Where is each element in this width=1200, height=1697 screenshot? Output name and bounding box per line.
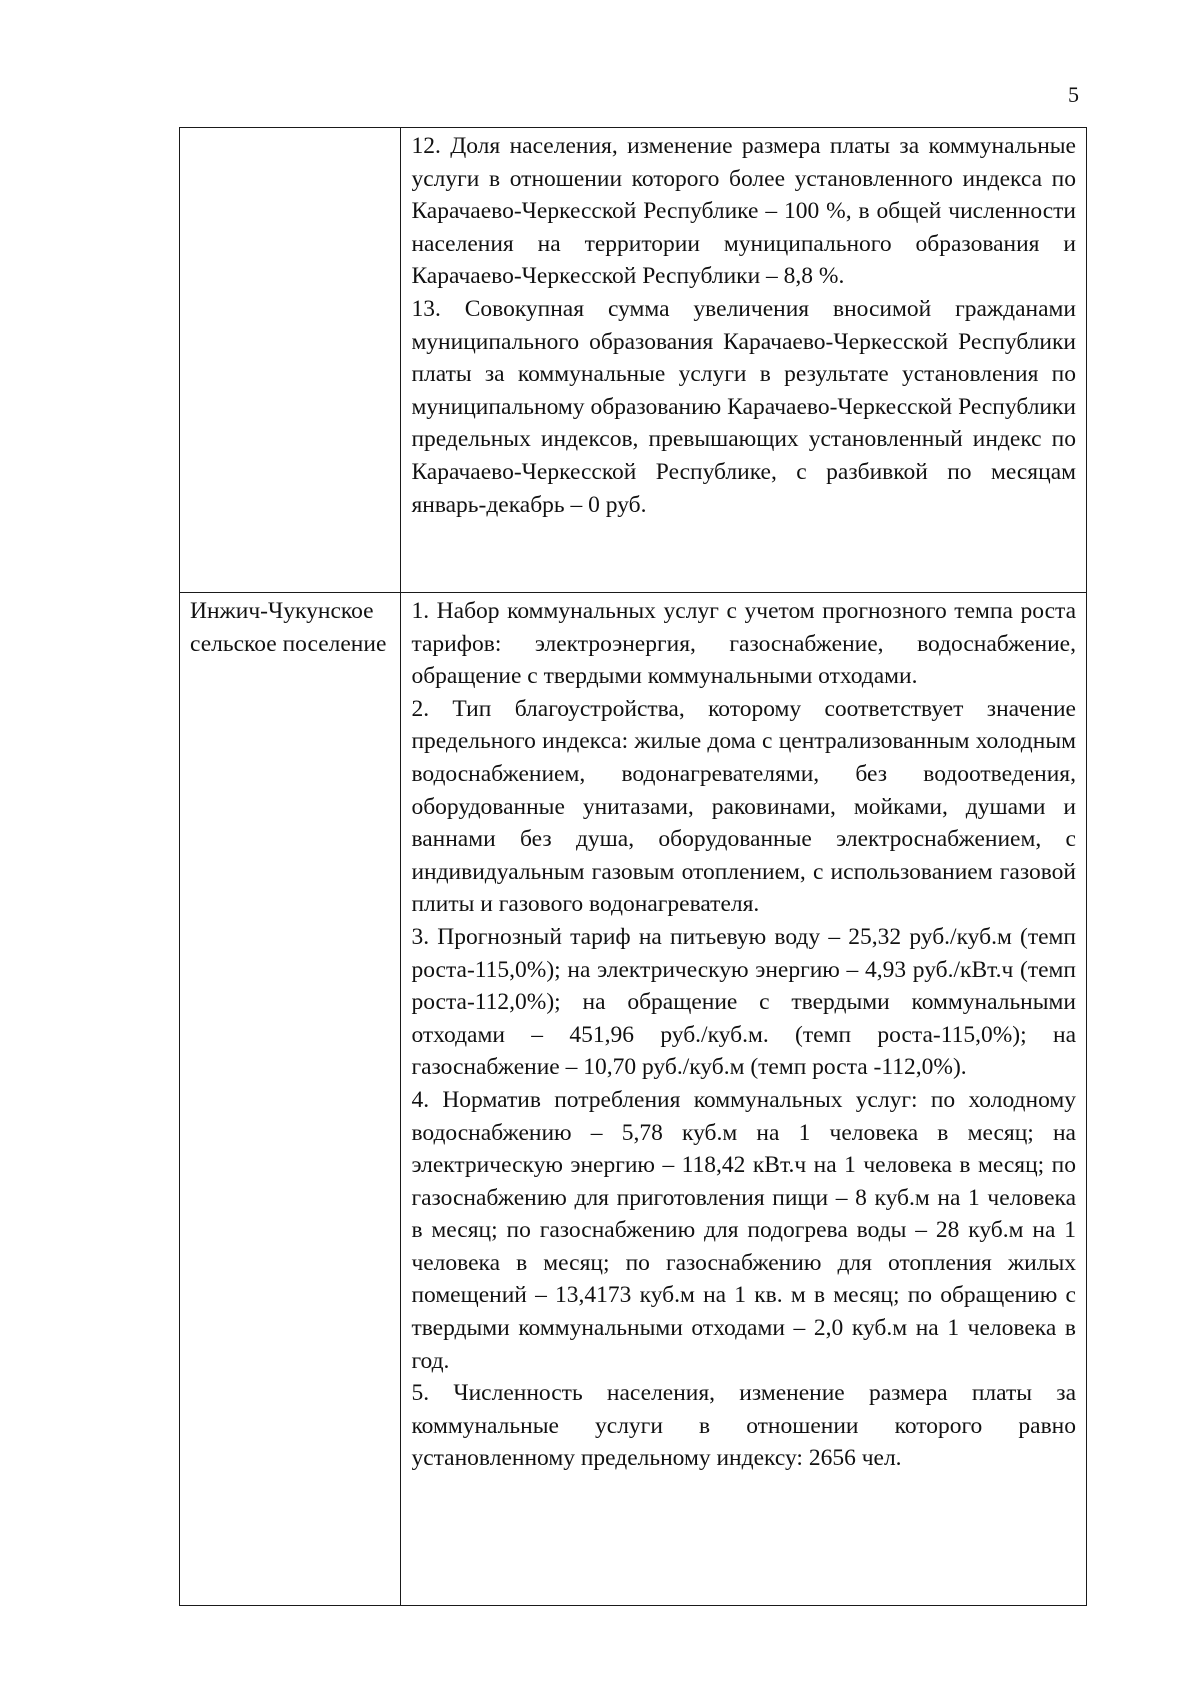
municipality-cell	[180, 128, 401, 593]
indicator-item-1: 1. Набор коммунальных услуг с учетом прогнозного темпа роста тарифов: электроэнергия, газоснабжение, водоснабжение, обращение с твердыми коммунальными отходами.	[411, 598, 1076, 690]
table-row	[180, 593, 1087, 1606]
table-row	[180, 128, 1087, 593]
indicator-item-5: 5. Численность населения, изменение размера платы за коммунальные услуги в отношении которого равно установленному предельному индексу: 2656 чел.	[411, 1380, 1076, 1472]
indicator-item-13: 13. Совокупная сумма увеличения вносимой гражданами муниципального образования Карачаево-Черкесской Республики платы за коммунальные услуги в результате установления по муниципальному образованию Карачаево-Черкесской Республики предельных индексов, превышающих установленный индекс по Карачаево-Черкесской Республике, с разбивкой по месяцам январь-декабрь – 0 руб.	[411, 295, 1076, 518]
page-number: 5	[1068, 82, 1079, 107]
indicator-item-12: 12. Доля населения, изменение размера платы за коммунальные услуги в отношении которого более установленного индекса по Карачаево-Черкесской Республике – 100 %, в общей численности населения на территории муниципального образования и Карачаево-Черкесской Республики – 8,8 %.	[411, 133, 1076, 290]
indicators-cell	[401, 593, 1087, 1606]
indices-table	[179, 127, 1087, 1606]
indicator-item-2: 2. Тип благоустройства, которому соответствует значение предельного индекса: жилые дома с централизованным холодным водоснабжением, водонагревателями, без водоотведения, оборудованные унитазами, раковинами, мойками, душами и ваннами без душа, оборудованные электроснабжением, с индивидуальным газовым отоплением, с использованием газовой плиты и газового водонагревателя.	[411, 695, 1076, 918]
indicators-cell	[401, 128, 1087, 593]
indicator-item-4: 4. Норматив потребления коммунальных услуг: по холодному водоснабжению – 5,78 куб.м на 1 человека в месяц; на электрическую энергию – 118,42 кВт.ч на 1 человека в месяц; по газоснабжению для приготовления пищи – 8 куб.м на 1 человека в месяц; по газоснабжению для подогрева воды – 28 куб.м на 1 человека в месяц; по газоснабжению для отопления жилых помещений – 13,4173 куб.м на 1 кв. м в месяц; по обращению с твердыми коммунальными отходами – 2,0 куб.м на 1 человека в год.	[411, 1086, 1076, 1374]
indicator-item-3: 3. Прогнозный тариф на питьевую воду – 25,32 руб./куб.м (темп роста-115,0%); на электрическую энергию – 4,93 руб./кВт.ч (темп роста-112,0%); на обращение с твердыми коммунальными отходами – 451,96 руб./куб.м. (темп роста-115,0%); на газоснабжение – 10,70 руб./куб.м (темп роста -112,0%).	[411, 923, 1076, 1081]
municipality-cell: Инжич-Чукунское сельское поселение	[180, 593, 401, 1606]
